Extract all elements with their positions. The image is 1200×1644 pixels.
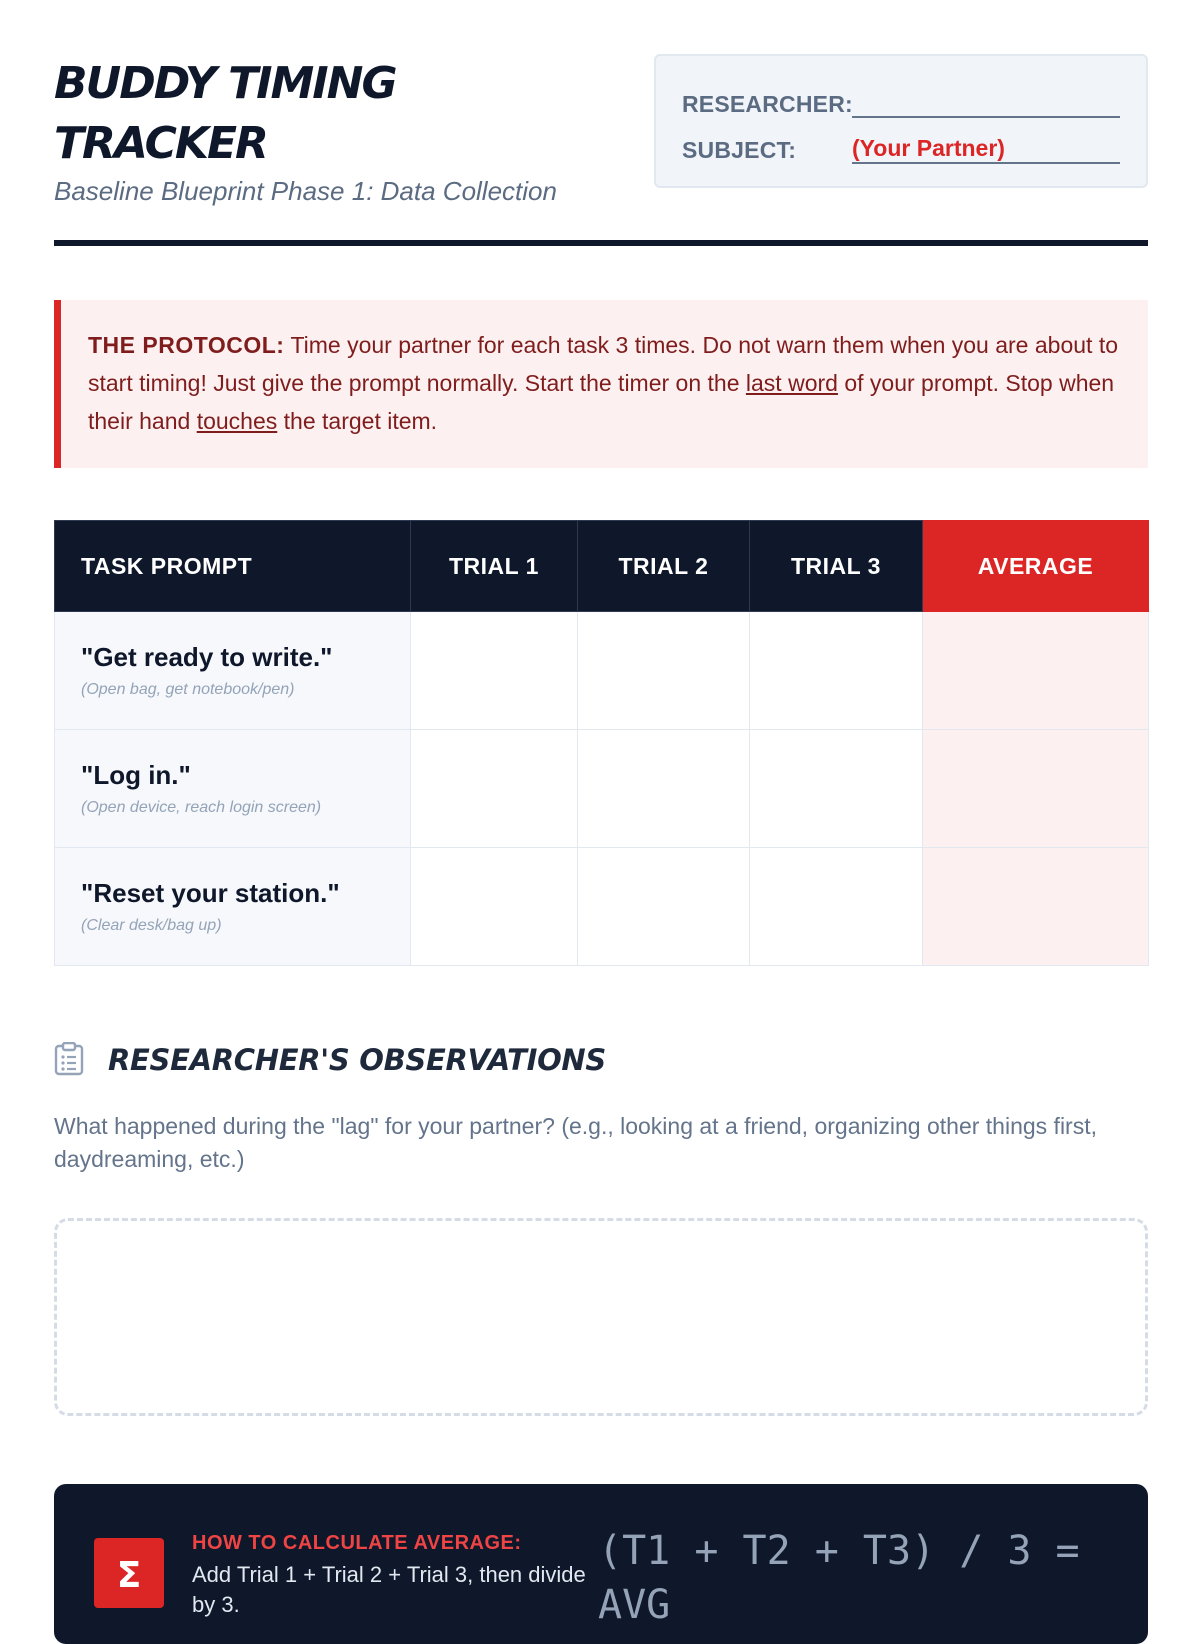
protocol-emphasis-touches: touches: [196, 408, 278, 434]
task-prompt: "Log in.": [81, 760, 191, 790]
timing-table: [54, 520, 1149, 966]
page-title: BUDDY TIMING TRACKER: [54, 58, 396, 169]
task-cell: [55, 612, 411, 730]
page-subtitle: Baseline Blueprint Phase 1: Data Collection: [54, 176, 557, 206]
subject-label: SUBJECT:: [682, 137, 797, 163]
average-formula-panel: [54, 1484, 1148, 1644]
trial-1-cell[interactable]: [411, 612, 578, 730]
trial-3-cell[interactable]: [750, 730, 923, 848]
protocol-label: THE PROTOCOL:: [88, 332, 285, 358]
header-trial-3: TRIAL 3: [750, 521, 923, 612]
header-trial-2: TRIAL 2: [578, 521, 750, 612]
task-cell: [55, 730, 411, 848]
researcher-subject-box: [654, 54, 1148, 188]
formula-instructions: Add Trial 1 + Trial 2 + Trial 3, then divide by 3.: [192, 1562, 586, 1617]
formula-expression: (T1 + T2 + T3) / 3 = AVG: [598, 1528, 1080, 1628]
protocol-callout: [54, 300, 1148, 468]
researcher-field[interactable]: [852, 84, 1120, 118]
task-prompt: "Get ready to write.": [81, 642, 333, 672]
table-row: [55, 730, 1149, 848]
protocol-text-1: Time your partner for each task 3 times. Do not warn them when you are about to start timing! Just give the prompt normally. Start the timer on the: [88, 332, 1118, 396]
formula-title: HOW TO CALCULATE AVERAGE:: [192, 1532, 522, 1554]
protocol-text-3: the target item.: [277, 408, 438, 434]
researcher-row: [682, 82, 1120, 118]
table-row: [55, 612, 1149, 730]
average-cell[interactable]: [923, 730, 1149, 848]
task-hint: (Open bag, get notebook/pen): [81, 681, 295, 698]
observations-description: What happened during the "lag" for your partner? (e.g., looking at a friend, organizing other things first, daydreaming, etc.): [54, 1113, 1097, 1172]
trial-3-cell[interactable]: [750, 848, 923, 966]
observations-notes-box[interactable]: [54, 1218, 1148, 1416]
clipboard-icon: [54, 1042, 84, 1076]
trial-1-cell[interactable]: [411, 848, 578, 966]
header-trial-1: TRIAL 1: [411, 521, 578, 612]
table-row: [55, 848, 1149, 966]
task-hint: (Clear desk/bag up): [81, 917, 222, 934]
observations-heading: [54, 1038, 754, 1082]
task-cell: [55, 848, 411, 966]
task-prompt: "Reset your station.": [81, 878, 340, 908]
average-cell[interactable]: [923, 848, 1149, 966]
trial-3-cell[interactable]: [750, 612, 923, 730]
trial-2-cell[interactable]: [578, 730, 750, 848]
task-hint: (Open device, reach login screen): [81, 799, 322, 816]
trial-2-cell[interactable]: [578, 612, 750, 730]
protocol-emphasis-last-word: last word: [745, 370, 838, 396]
subject-row: [682, 128, 1120, 164]
average-cell[interactable]: [923, 612, 1149, 730]
protocol-text-2: of your prompt. Stop when their hand: [88, 370, 1115, 434]
sigma-icon: Σ: [94, 1538, 164, 1608]
trial-1-cell[interactable]: [411, 730, 578, 848]
observations-title: RESEARCHER'S OBSERVATIONS: [108, 1043, 606, 1077]
table-header-row: [55, 521, 1149, 612]
trial-2-cell[interactable]: [578, 848, 750, 966]
subject-field[interactable]: (Your Partner): [852, 130, 1120, 164]
header: [54, 52, 1148, 212]
researcher-label: RESEARCHER:: [682, 91, 853, 117]
header-task-prompt: TASK PROMPT: [55, 521, 411, 612]
header-divider: [54, 240, 1148, 246]
header-average: AVERAGE: [923, 521, 1149, 612]
